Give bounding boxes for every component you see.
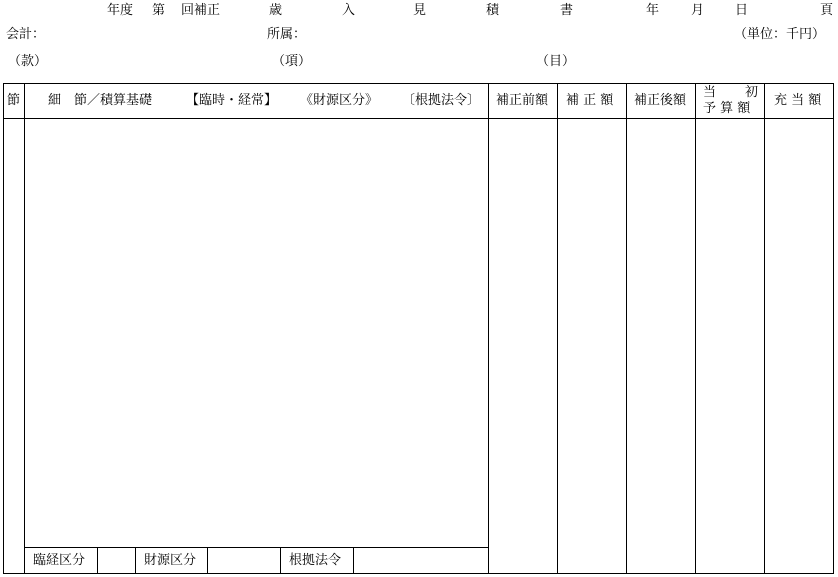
table-top-border	[3, 83, 834, 84]
kou-label: （項）	[272, 54, 312, 69]
header-detail: 細 節／積算基礎	[48, 93, 153, 108]
title-char-seki: 積	[486, 3, 500, 18]
header-konkyo: 〔根拠法令〕	[402, 93, 481, 108]
header-rinji: 【臨時・経常】	[186, 93, 278, 108]
page-label: 頁	[820, 3, 834, 18]
title-char-nyu: 入	[342, 3, 356, 18]
header-initial-top-2: 初	[745, 85, 759, 100]
footer-top-border	[24, 547, 489, 548]
unit-label: （単位：千円）	[734, 27, 826, 42]
account-label: 会計：	[6, 27, 46, 42]
header-initial-bottom: 予 算 額	[703, 101, 751, 116]
after-column-divider	[695, 83, 696, 574]
footer-divider-1	[97, 547, 98, 574]
date-month-label: 月	[691, 3, 705, 18]
header-setsu: 節	[7, 93, 21, 108]
fiscal-year-label: 年度	[107, 3, 134, 18]
revision-label: 回補正	[181, 3, 221, 18]
header-after-amount: 補正後額	[634, 93, 687, 108]
footer-divider-3	[207, 547, 208, 574]
footer-divider-4	[280, 547, 281, 574]
header-revision-amount: 補 正 額	[566, 93, 614, 108]
header-zaigen: 《財源区分》	[300, 93, 379, 108]
title-char-mi: 見	[413, 3, 427, 18]
table-right-border	[833, 83, 834, 574]
header-before-amount: 補正前額	[496, 93, 549, 108]
setsu-column-divider	[24, 83, 25, 574]
title-char-sho: 書	[560, 3, 574, 18]
date-day-label: 日	[735, 3, 749, 18]
table-bottom-border	[3, 573, 834, 574]
footer-zaigen-label: 財源区分	[144, 553, 197, 568]
before-column-divider	[557, 83, 558, 574]
footer-divider-2	[135, 547, 136, 574]
footer-divider-5	[353, 547, 354, 574]
detail-column-divider	[488, 83, 489, 574]
amount-column-divider	[626, 83, 627, 574]
kan-label: （款）	[8, 54, 48, 69]
footer-rinkei-label: 臨経区分	[33, 553, 86, 568]
table-left-border	[3, 83, 4, 574]
footer-konkyo-label: 根拠法令	[289, 553, 342, 568]
header-initial-top-1: 当	[703, 85, 717, 100]
initial-column-divider	[764, 83, 765, 574]
department-label: 所属：	[267, 27, 307, 42]
header-bottom-border	[3, 118, 834, 119]
number-prefix-label: 第	[152, 3, 166, 18]
title-char-sai: 歳	[269, 3, 283, 18]
date-year-label: 年	[646, 3, 660, 18]
header-allotted-amount: 充 当 額	[774, 93, 822, 108]
moku-label: （目）	[536, 54, 576, 69]
